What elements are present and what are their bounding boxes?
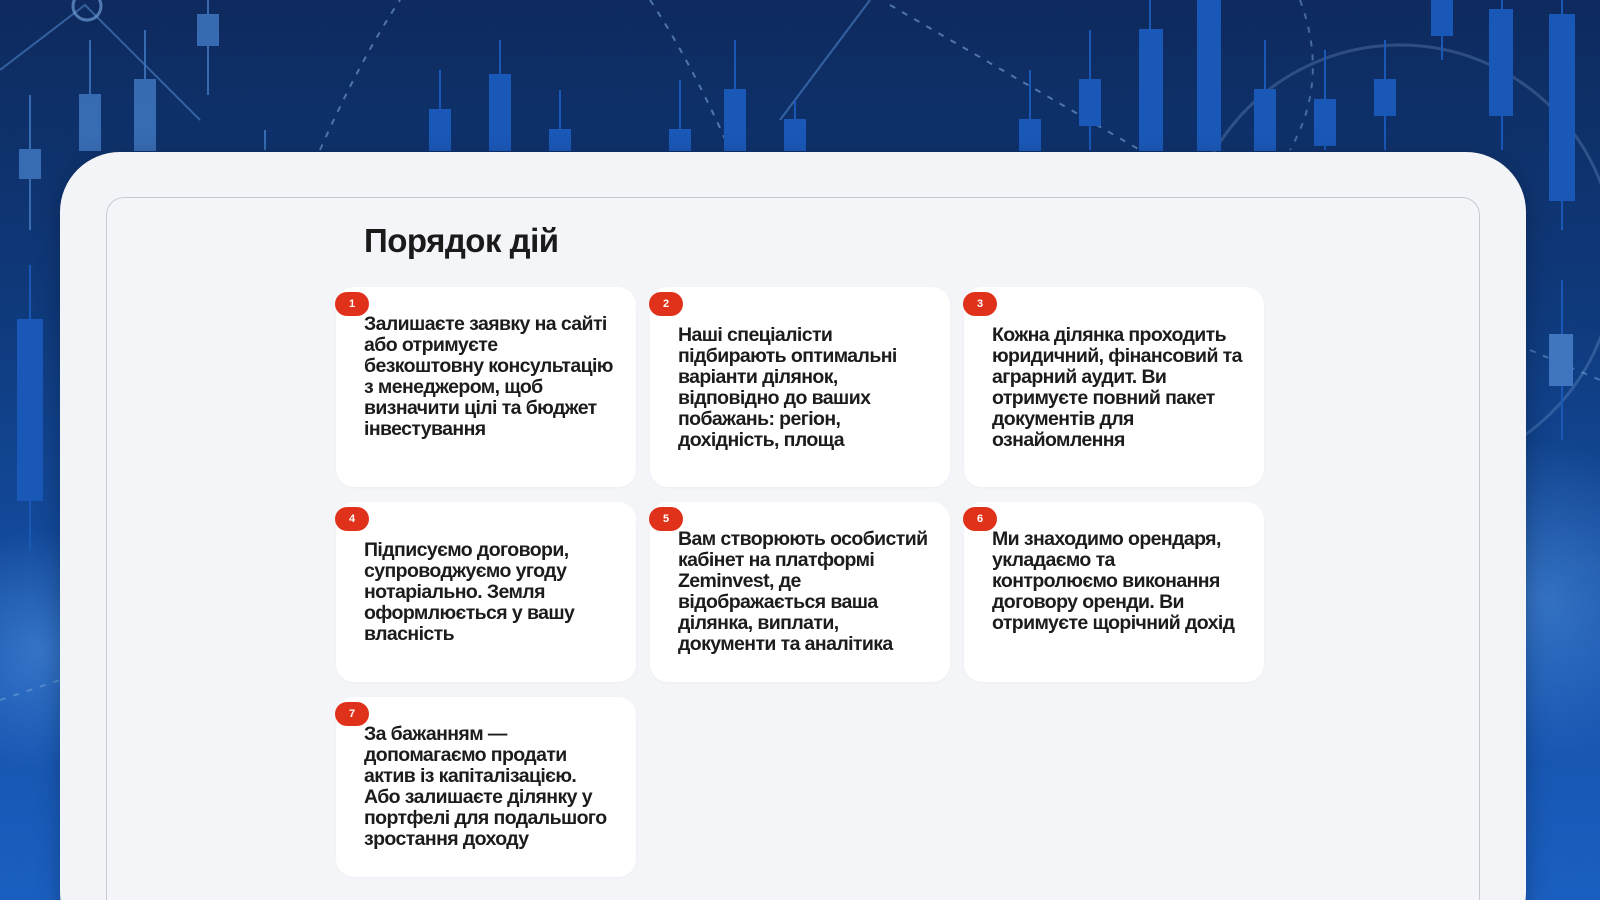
step-text: Кожна ділянка проходить юридичний, фінансовий та аграрний аудит. Ви отримуєте повний пакет документів для ознайомлення	[992, 324, 1242, 451]
step-text: Вам створюють особистий кабінет на платформі Zeminvest, де відображається ваша ділянка, виплати, документи та аналітика	[678, 528, 928, 655]
step-card-7	[336, 697, 636, 877]
step-card-1	[336, 287, 636, 487]
step-text: Залишаєте заявку на сайті або отримуєте безкоштовну консультацію з менеджером, щоб визначити цілі та бюджет інвестування	[364, 313, 613, 440]
step-number-badge: 6	[963, 507, 997, 531]
step-number-badge: 2	[649, 292, 683, 316]
page-title: Порядок дій	[364, 222, 559, 259]
step-number-badge: 1	[335, 292, 369, 316]
step-number-badge: 5	[649, 507, 683, 531]
step-number-badge: 3	[963, 292, 997, 316]
step-text: Підписуємо договори, супроводжуємо угоду нотаріально. Земля оформлюється у вашу власність	[364, 539, 575, 645]
step-card-4	[336, 502, 636, 682]
step-card-5	[650, 502, 950, 682]
step-card-3	[964, 287, 1264, 487]
step-card-2	[650, 287, 950, 487]
step-number-badge: 4	[335, 507, 369, 531]
step-text: Ми знаходимо орендаря, укладаємо та контролюємо виконання договору оренди. Ви отримуєте щорічний дохід	[992, 528, 1235, 634]
step-text: Наші спеціалісти підбирають оптимальні варіанти ділянок, відповідно до ваших побажань: регіон, дохідність, площа	[678, 324, 897, 451]
step-number-badge: 7	[335, 702, 369, 726]
step-text: За бажанням — допомагаємо продати актив із капіталізацією. Або залишаєте ділянку у портфелі для подальшого зростання доходу	[364, 723, 607, 850]
step-card-6	[964, 502, 1264, 682]
